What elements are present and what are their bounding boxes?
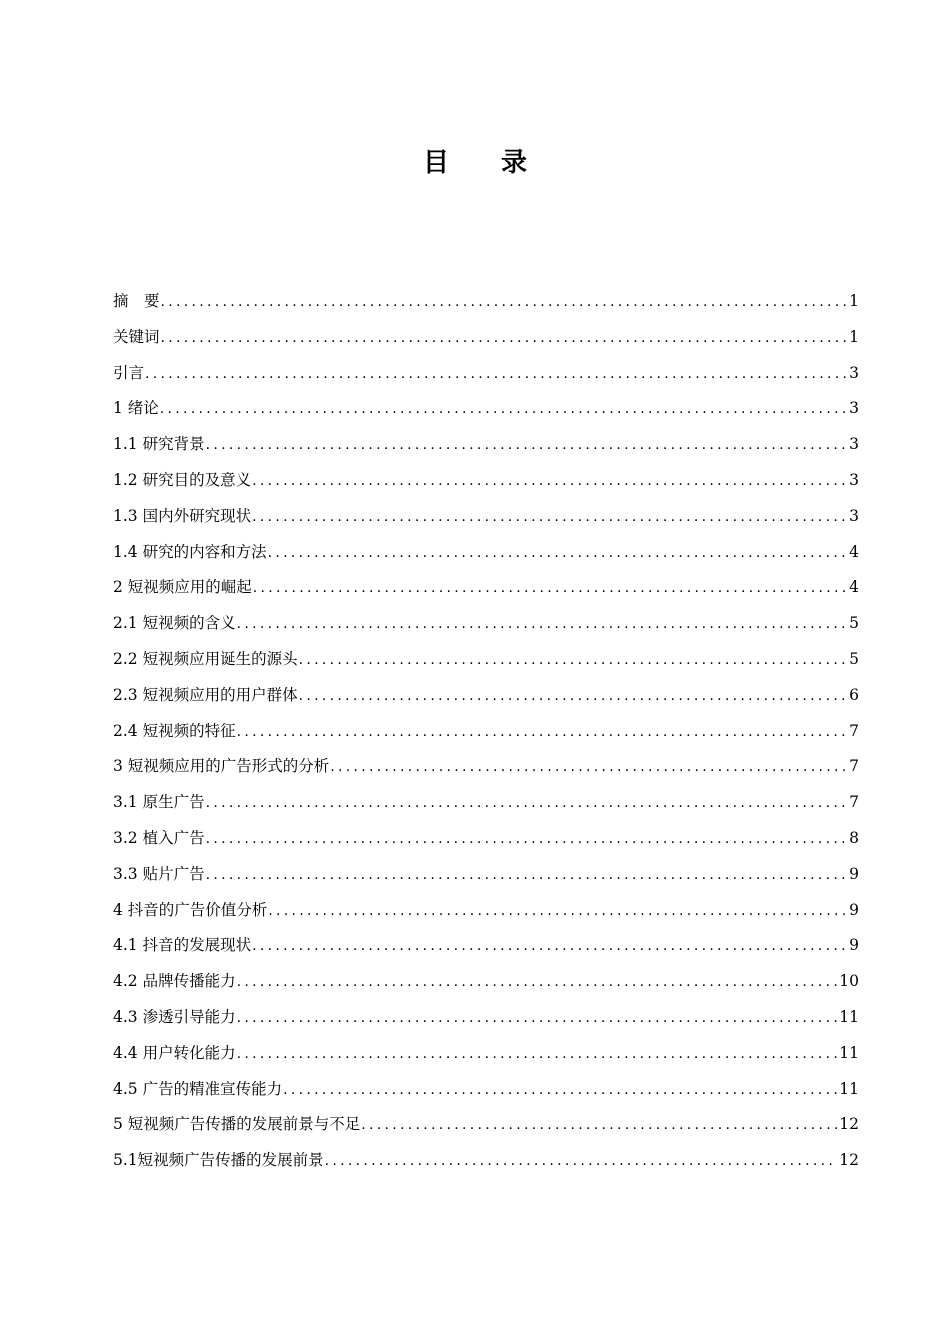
toc-entry-label: 4.1 抖音的发展现状 <box>113 936 252 955</box>
toc-leader-dots <box>206 428 848 464</box>
toc-entry-section-3-3[interactable] <box>113 857 859 893</box>
toc-leader-dots <box>361 1108 837 1144</box>
toc-entry-label: 3 短视频应用的广告形式的分析 <box>113 757 330 776</box>
toc-entry-section-2-3[interactable] <box>113 678 859 714</box>
table-of-contents <box>113 284 859 1179</box>
toc-entry-label: 1 绪论 <box>113 399 159 418</box>
toc-entry-page: 11 <box>839 1079 859 1098</box>
toc-entry-page: 9 <box>849 900 859 919</box>
toc-entry-page: 5 <box>849 614 859 633</box>
toc-entry-label: 2 短视频应用的崛起 <box>113 578 252 597</box>
toc-entry-label: 关键词 <box>113 327 160 346</box>
toc-entry-section-5-1[interactable] <box>113 1143 859 1179</box>
toc-entry-section-4-5[interactable] <box>113 1072 859 1108</box>
toc-entry-page: 12 <box>839 1115 859 1134</box>
toc-entry-label: 引言 <box>113 363 145 382</box>
toc-entry-label: 5.1短视频广告传播的发展前景 <box>113 1151 324 1170</box>
toc-entry-page: 6 <box>849 685 859 704</box>
toc-entry-label: 摘 要 <box>113 292 160 310</box>
toc-entry-label: 2.3 短视频应用的用户群体 <box>113 685 298 704</box>
toc-entry-label: 3.2 植入广告 <box>113 828 205 847</box>
toc-entry-chapter-3[interactable] <box>113 749 859 785</box>
page-title <box>0 146 950 180</box>
toc-entry-page: 11 <box>839 1007 859 1026</box>
toc-entry-page: 1 <box>849 327 859 346</box>
toc-entry-page: 8 <box>849 828 859 847</box>
toc-entry-section-2-4[interactable] <box>113 714 859 750</box>
toc-entry-page: 3 <box>849 470 859 489</box>
toc-leader-dots <box>252 500 847 536</box>
toc-entry-section-1-1[interactable] <box>113 427 859 463</box>
toc-entry-label: 2.1 短视频的含义 <box>113 614 236 633</box>
toc-entry-label: 4.5 广告的精准宣传能力 <box>113 1079 283 1098</box>
toc-entry-section-4-4[interactable] <box>113 1036 859 1072</box>
toc-entry-section-3-1[interactable] <box>113 785 859 821</box>
toc-entry-section-4-1[interactable] <box>113 928 859 964</box>
toc-leader-dots <box>330 750 847 786</box>
toc-entry-section-3-2[interactable] <box>113 821 859 857</box>
toc-entry-label: 4 抖音的广告价值分析 <box>113 900 268 919</box>
toc-entry-page: 3 <box>849 399 859 418</box>
toc-entry-page: 3 <box>849 363 859 382</box>
toc-entry-page: 1 <box>849 292 859 310</box>
toc-leader-dots <box>206 786 848 822</box>
toc-entry-page: 4 <box>849 578 859 597</box>
toc-entry-section-4-3[interactable] <box>113 1000 859 1036</box>
toc-entry-chapter-1[interactable] <box>113 391 859 427</box>
toc-entry-page: 4 <box>849 542 859 561</box>
toc-entry-section-2-2[interactable] <box>113 642 859 678</box>
toc-entry-section-1-4[interactable] <box>113 535 859 571</box>
toc-leader-dots <box>237 1001 838 1037</box>
toc-leader-dots <box>237 1037 838 1073</box>
toc-leader-dots <box>268 536 848 572</box>
toc-leader-dots <box>253 571 847 607</box>
toc-entry-label: 1.4 研究的内容和方法 <box>113 542 267 561</box>
toc-entry-label: 4.3 渗透引导能力 <box>113 1007 236 1026</box>
toc-entry-label: 3.3 贴片广告 <box>113 864 205 883</box>
toc-entry-section-1-2[interactable] <box>113 463 859 499</box>
toc-entry-page: 3 <box>849 506 859 525</box>
toc-entry-label: 1.3 国内外研究现状 <box>113 506 252 525</box>
toc-entry-page: 3 <box>849 435 859 454</box>
toc-entry-introduction[interactable] <box>113 356 859 392</box>
toc-entry-section-1-3[interactable] <box>113 499 859 535</box>
toc-leader-dots <box>206 822 848 858</box>
page-title-part-2: 录 <box>501 148 528 178</box>
toc-leader-dots <box>237 965 838 1001</box>
toc-entry-page: 9 <box>849 864 859 883</box>
toc-entry-page: 9 <box>849 936 859 955</box>
toc-entry-chapter-2[interactable] <box>113 570 859 606</box>
toc-entry-keywords[interactable] <box>113 320 859 356</box>
toc-entry-page: 10 <box>839 972 859 991</box>
toc-entry-label: 4.4 用户转化能力 <box>113 1043 236 1062</box>
toc-leader-dots <box>299 679 848 715</box>
toc-leader-dots <box>145 357 847 393</box>
toc-leader-dots <box>237 607 848 643</box>
toc-entry-abstract[interactable] <box>113 284 859 320</box>
toc-leader-dots <box>283 1073 837 1109</box>
toc-entry-label: 3.1 原生广告 <box>113 793 205 812</box>
toc-entry-label: 2.4 短视频的特征 <box>113 721 236 740</box>
toc-entry-label: 1.1 研究背景 <box>113 435 205 454</box>
toc-entry-page: 7 <box>849 793 859 812</box>
toc-entry-chapter-5[interactable] <box>113 1107 859 1143</box>
toc-entry-label: 2.2 短视频应用诞生的源头 <box>113 649 298 668</box>
toc-entry-page: 12 <box>839 1151 859 1170</box>
toc-leader-dots <box>161 285 848 321</box>
toc-entry-label: 5 短视频广告传播的发展前景与不足 <box>113 1115 361 1134</box>
toc-entry-page: 11 <box>839 1043 859 1062</box>
toc-entry-section-2-1[interactable] <box>113 606 859 642</box>
toc-entry-page: 7 <box>849 757 859 776</box>
toc-entry-chapter-4[interactable] <box>113 893 859 929</box>
toc-entry-section-4-2[interactable] <box>113 964 859 1000</box>
toc-leader-dots <box>325 1144 838 1180</box>
toc-leader-dots <box>237 715 848 751</box>
toc-entry-page: 7 <box>849 721 859 740</box>
toc-leader-dots <box>161 321 848 357</box>
toc-leader-dots <box>252 929 847 965</box>
toc-leader-dots <box>206 858 848 894</box>
toc-entry-label: 1.2 研究目的及意义 <box>113 470 252 489</box>
toc-leader-dots <box>268 894 847 930</box>
page-title-part-1: 目 <box>422 148 449 178</box>
toc-entry-page: 5 <box>849 649 859 668</box>
toc-leader-dots <box>299 643 848 679</box>
toc-entry-label: 4.2 品牌传播能力 <box>113 972 236 991</box>
toc-leader-dots <box>160 392 847 428</box>
toc-leader-dots <box>252 464 847 500</box>
